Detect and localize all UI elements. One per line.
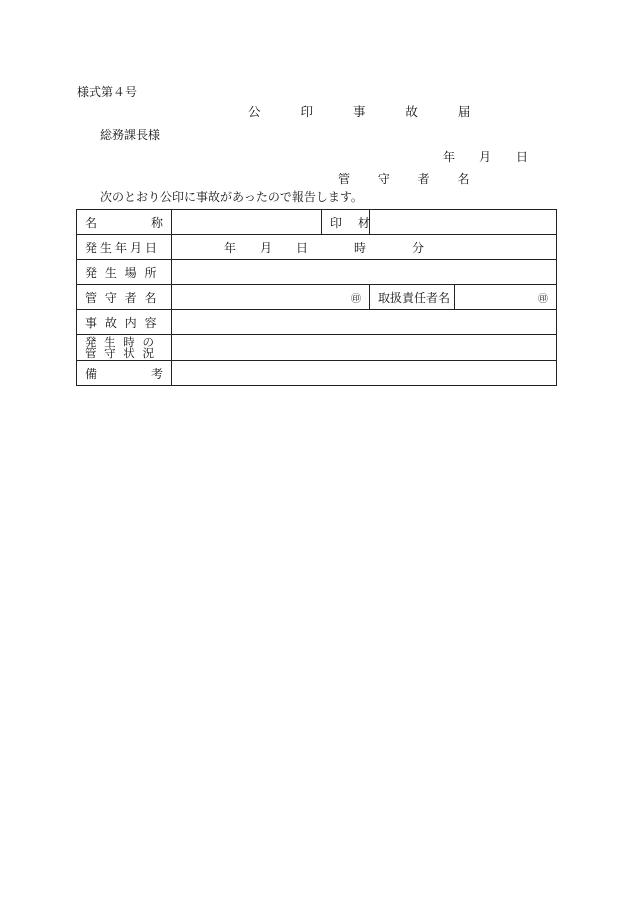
date-day-label: 日 <box>516 150 529 164</box>
label-char: 名 <box>85 215 98 230</box>
label-char: 備 <box>85 366 98 381</box>
custodian-field[interactable] <box>172 285 370 310</box>
table-row <box>77 260 557 285</box>
table-row <box>77 235 557 260</box>
seal-material-field[interactable] <box>370 210 557 235</box>
seal-material-label: 印 材 <box>322 210 370 235</box>
situation-label <box>77 335 172 361</box>
report-date <box>443 148 528 165</box>
date-month-label: 月 <box>479 150 492 164</box>
table-row <box>77 285 557 310</box>
accident-report-table <box>76 209 557 386</box>
situation-label-line1: 発 生 時 の <box>85 335 156 349</box>
form-number: 様式第４号 <box>77 85 138 99</box>
location-label: 発 生 場 所 <box>77 260 172 285</box>
table-row <box>77 335 557 361</box>
handler-label: 取扱責任者名 <box>370 285 455 310</box>
addressee: 総務課長様 <box>100 128 161 142</box>
occurrence-month-label: 月 <box>260 240 273 255</box>
seal-icon: ㊞ <box>538 293 548 305</box>
handler-field[interactable] <box>455 285 557 310</box>
details-label: 事 故 内 容 <box>77 310 172 335</box>
custodian-name-line: 管 守 者 名 <box>338 172 482 186</box>
table-row <box>77 361 557 386</box>
intro-text: 次のとおり公印に事故があったので報告します。 <box>100 190 363 204</box>
label-char: 称 <box>150 215 163 230</box>
page-title: 公 印 事 故 届 <box>248 104 489 119</box>
custodian-label: 管 守 者 名 <box>77 285 172 310</box>
name-field[interactable] <box>172 210 322 235</box>
table-row <box>77 210 557 235</box>
location-field[interactable] <box>172 260 557 285</box>
name-label <box>77 210 172 235</box>
table-row <box>77 310 557 335</box>
occurrence-minute-label: 分 <box>412 240 425 255</box>
situation-field[interactable] <box>172 335 557 361</box>
occurrence-date-field[interactable] <box>172 235 557 260</box>
occurrence-hour-label: 時 <box>354 240 367 255</box>
label-char: 考 <box>150 366 163 381</box>
occurrence-date-label: 発生年月日 <box>77 235 172 260</box>
remarks-field[interactable] <box>172 361 557 386</box>
seal-icon: ㊞ <box>351 293 361 305</box>
date-year-label: 年 <box>443 150 456 164</box>
occurrence-year-label: 年 <box>224 240 237 255</box>
details-field[interactable] <box>172 310 557 335</box>
remarks-label <box>77 361 172 386</box>
situation-label-line2: 管 守 状 況 <box>85 346 156 360</box>
occurrence-day-label: 日 <box>296 240 309 255</box>
